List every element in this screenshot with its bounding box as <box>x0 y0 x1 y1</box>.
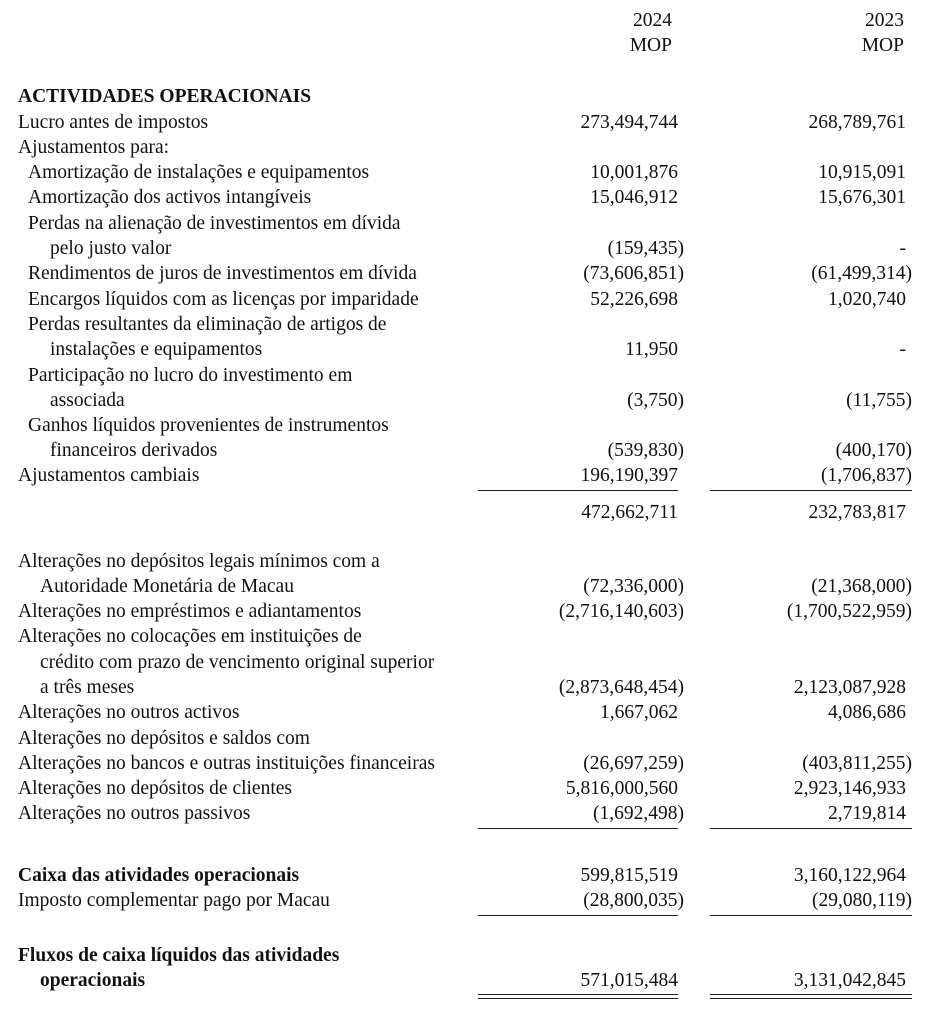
value-2024: (2,873,648,454) <box>558 677 684 698</box>
table-row <box>18 863 918 888</box>
table-row <box>18 549 918 574</box>
table-row <box>18 943 918 968</box>
table-row <box>18 438 918 463</box>
table-row <box>18 135 918 160</box>
table-row <box>18 413 918 438</box>
value-2023: (403,811,255) <box>802 753 912 774</box>
row-label: crédito com prazo de vencimento original superior <box>40 652 435 673</box>
value-2023: 2,923,146,933 <box>793 778 906 799</box>
row-label: Alterações no depósitos legais mínimos com a <box>18 551 380 572</box>
underline-2024 <box>478 915 678 916</box>
table-row <box>18 287 918 312</box>
year-2024: 2024 <box>633 10 672 31</box>
table-row <box>18 888 918 913</box>
table-row <box>18 675 918 700</box>
table-row <box>18 599 918 624</box>
table-row <box>18 463 918 488</box>
row-label: ACTIVIDADES OPERACIONAIS <box>18 86 312 107</box>
table-row <box>18 337 918 362</box>
table-row <box>18 801 918 826</box>
table-row <box>18 110 918 135</box>
value-2023: (61,499,314) <box>811 263 912 284</box>
value-2024: (159,435) <box>607 238 684 259</box>
table-row <box>18 261 918 286</box>
row-label: Imposto complementar pago por Macau <box>18 890 330 911</box>
value-2024: (26,697,259) <box>583 753 684 774</box>
row-label: associada <box>50 390 125 411</box>
table-row <box>18 363 918 388</box>
table-row <box>18 776 918 801</box>
row-label: Rendimentos de juros de investimentos em dívida <box>28 263 417 284</box>
row-label: Amortização dos activos intangíveis <box>28 187 312 208</box>
value-2023: (21,368,000) <box>811 576 912 597</box>
row-label: Lucro antes de impostos <box>18 112 209 133</box>
row-label: Encargos líquidos com as licenças por imparidade <box>28 289 419 310</box>
value-2024: 15,046,912 <box>590 187 678 208</box>
value-2023: 3,131,042,845 <box>793 970 906 991</box>
table-row <box>18 650 918 675</box>
value-2024: 1,667,062 <box>600 702 678 723</box>
value-2024: 196,190,397 <box>580 465 678 486</box>
value-2023: 10,915,091 <box>818 162 906 183</box>
underline-2023 <box>710 915 912 916</box>
table-row <box>18 236 918 261</box>
row-label: Ajustamentos para: <box>18 137 170 158</box>
table-row <box>18 185 918 210</box>
row-label: Alterações no depósitos de clientes <box>18 778 292 799</box>
value-2023: 3,160,122,964 <box>793 865 906 886</box>
grand-total-row <box>18 968 918 993</box>
subtotal-2023: 232,783,817 <box>808 502 906 523</box>
value-2023: (400,170) <box>835 440 912 461</box>
value-2024: (28,800,035) <box>583 890 684 911</box>
value-2023: - <box>899 238 906 259</box>
row-label: Alterações no empréstimos e adiantamentos <box>18 601 362 622</box>
subtotal-2024: 472,662,711 <box>581 502 678 523</box>
value-2024: (539,830) <box>607 440 684 461</box>
underline-2024 <box>478 828 678 829</box>
row-label: Autoridade Monetária de Macau <box>40 576 294 597</box>
value-2023: (11,755) <box>846 390 912 411</box>
table-row <box>18 624 918 649</box>
row-label: Perdas na alienação de investimentos em dívida <box>28 213 401 234</box>
value-2023: - <box>899 339 906 360</box>
row-label: Participação no lucro do investimento em <box>28 365 353 386</box>
table-row <box>18 700 918 725</box>
value-2023: (1,706,837) <box>821 465 912 486</box>
value-2024: (3,750) <box>627 390 684 411</box>
subtotal-row <box>18 500 918 525</box>
value-2023: 2,719,814 <box>828 803 906 824</box>
value-2024: 52,226,698 <box>590 289 678 310</box>
value-2023: (29,080,119) <box>811 890 912 911</box>
row-label: Alterações no colocações em instituições de <box>18 626 362 647</box>
row-label: pelo justo valor <box>50 238 172 259</box>
value-2024: 11,950 <box>625 339 678 360</box>
double-underline-2024 <box>478 994 678 999</box>
row-label: Alterações no bancos e outras instituições financeiras <box>18 753 435 774</box>
row-label: Ganhos líquidos provenientes de instrumentos <box>28 415 389 436</box>
value-2024: (2,716,140,603) <box>558 601 684 622</box>
value-2024: 5,816,000,560 <box>565 778 678 799</box>
row-label: Ajustamentos cambiais <box>18 465 200 486</box>
table-row <box>18 211 918 236</box>
underline-2024 <box>478 490 678 491</box>
value-2024: 273,494,744 <box>580 112 678 133</box>
row-label: Alterações no outros passivos <box>18 803 251 824</box>
table-row <box>18 160 918 185</box>
value-2023: 4,086,686 <box>828 702 906 723</box>
table-row <box>18 312 918 337</box>
value-2024: (1,692,498) <box>593 803 684 824</box>
row-label: financeiros derivados <box>50 440 218 461</box>
value-2024: (73,606,851) <box>583 263 684 284</box>
value-2023: 2,123,087,928 <box>793 677 906 698</box>
year-2023: 2023 <box>865 10 904 31</box>
value-2023: 15,676,301 <box>818 187 906 208</box>
currency-2024: MOP <box>629 35 672 56</box>
row-label: Caixa das atividades operacionais <box>18 865 300 886</box>
row-label: Alterações no depósitos e saldos com <box>18 728 310 749</box>
row-label: Perdas resultantes da eliminação de artigos de <box>28 314 387 335</box>
row-label: instalações e equipamentos <box>50 339 263 360</box>
column-header-2024 <box>560 8 672 58</box>
value-2024: (72,336,000) <box>583 576 684 597</box>
row-label: Alterações no outros activos <box>18 702 240 723</box>
value-2024: 10,001,876 <box>590 162 678 183</box>
row-label: a três meses <box>40 677 135 698</box>
double-underline-2023 <box>710 994 912 999</box>
section-heading <box>18 84 918 109</box>
value-2024: 599,815,519 <box>580 865 678 886</box>
underline-2023 <box>710 490 912 491</box>
row-label: Fluxos de caixa líquidos das atividades <box>18 945 340 966</box>
row-label: operacionais <box>40 970 146 991</box>
value-2024: 571,015,484 <box>580 970 678 991</box>
value-2023: 268,789,761 <box>808 112 906 133</box>
currency-2023: MOP <box>861 35 904 56</box>
table-row <box>18 726 918 751</box>
row-label: Amortização de instalações e equipamentos <box>28 162 370 183</box>
table-row <box>18 574 918 599</box>
column-header-2023 <box>790 8 904 58</box>
table-row <box>18 751 918 776</box>
table-row <box>18 388 918 413</box>
value-2023: (1,700,522,959) <box>786 601 912 622</box>
value-2023: 1,020,740 <box>828 289 906 310</box>
underline-2023 <box>710 828 912 829</box>
